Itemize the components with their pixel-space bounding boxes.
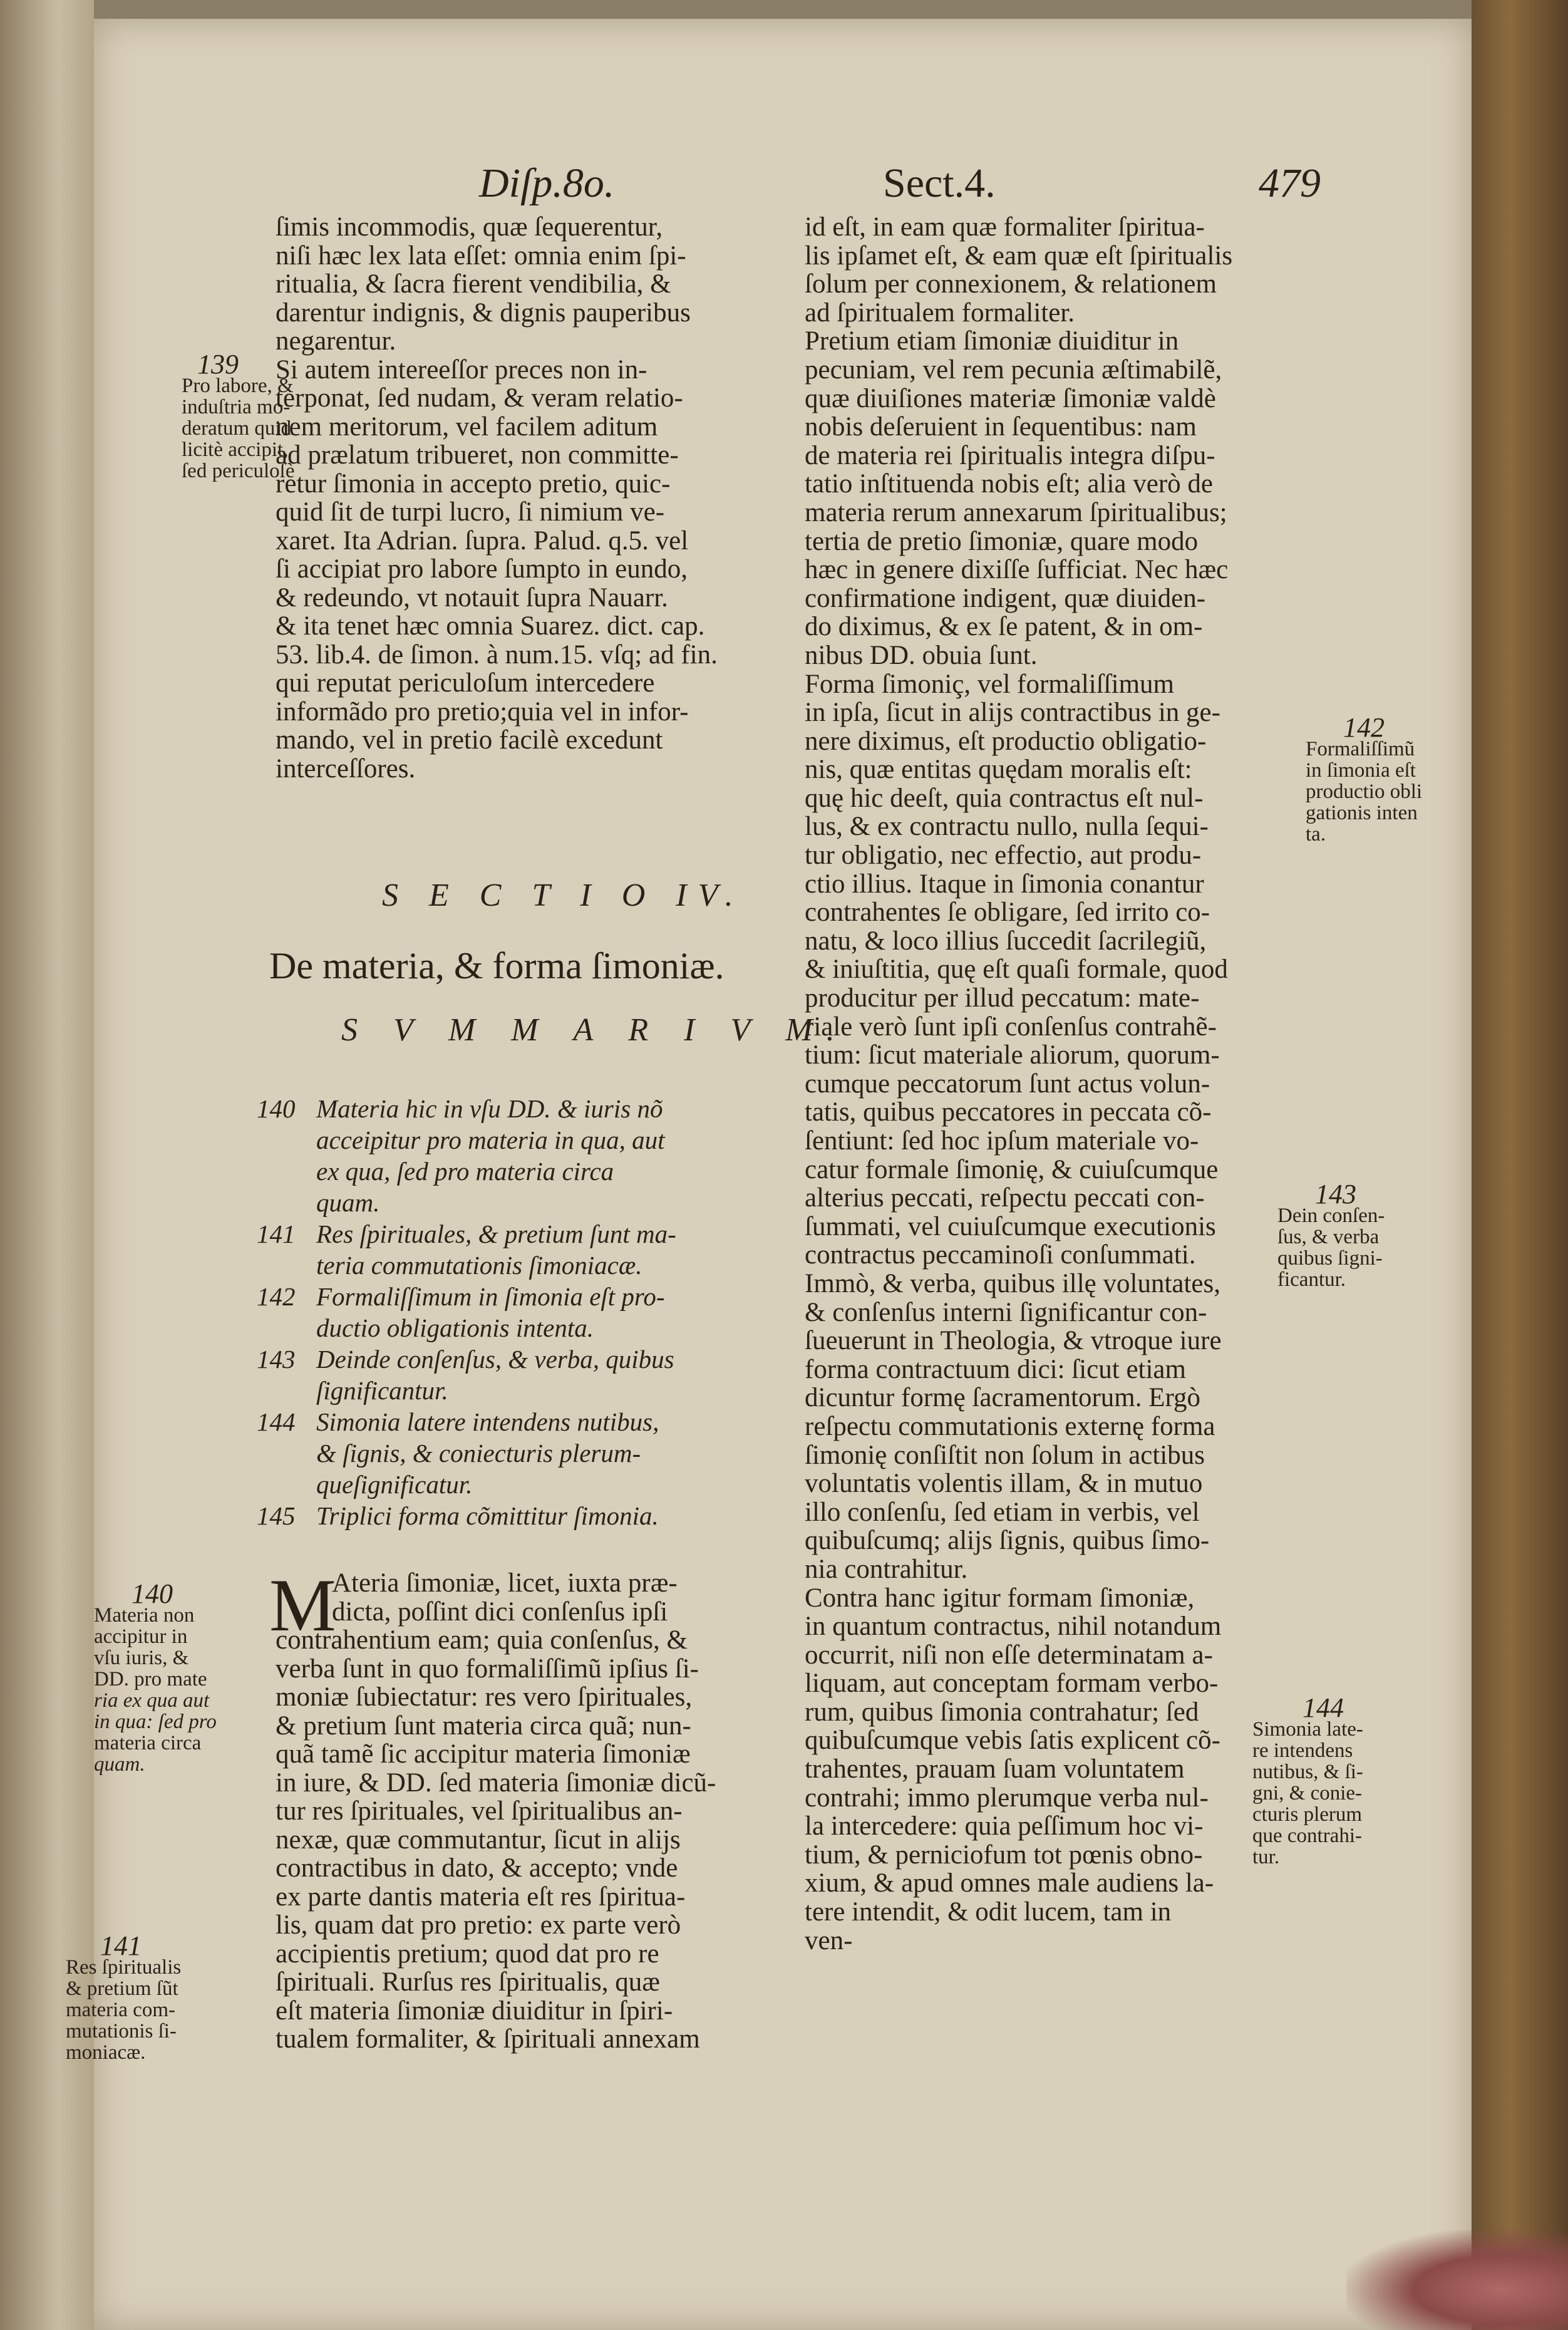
summary-text: Formaliſſimum in ſimonia eſt pro-	[316, 1282, 665, 1311]
summary-number: 143	[257, 1345, 296, 1374]
text-line: ritualia, & ſacra fierent vendibilia, &	[276, 269, 671, 299]
text-line: contrahentium eam; quia conſenſus, &	[276, 1625, 688, 1655]
margin-number: 140	[132, 1578, 173, 1609]
text-line: accipientis pretium; quod dat pro re	[276, 1939, 659, 1969]
text-line: & ita tenet hæc omnia Suarez. dict. cap.	[276, 611, 705, 641]
summary-item	[257, 1344, 758, 1406]
margin-text: mutationis ſi-	[66, 2020, 177, 2043]
running-header-left: Diſp.8o.	[479, 160, 615, 206]
margin-text: ficantur.	[1277, 1268, 1346, 1291]
margin-text: Simonia late-	[1252, 1718, 1363, 1741]
text-line: ven-	[805, 1925, 853, 1955]
text-line: contractibus in dato, & accepto; vnde	[276, 1853, 678, 1883]
margin-number: 144	[1302, 1692, 1344, 1723]
text-line: moniæ ſubiectatur: res vero ſpirituales,	[276, 1682, 693, 1712]
text-line: hæc in genere dixiſſe ſufficiat. Nec hæc	[805, 555, 1229, 585]
margin-text: gationis inten	[1306, 802, 1418, 824]
margin-text: productio obli	[1306, 780, 1423, 803]
text-line: interceſſores.	[276, 753, 416, 784]
text-line: occurrit, niſi non eſſe determinatam a-	[805, 1640, 1213, 1670]
text-line: eſt materia ſimoniæ diuiditur in ſpiri-	[276, 1996, 673, 2026]
margin-text: accipitur in	[94, 1625, 188, 1648]
text-line: nem meritorum, vel facilem aditum	[276, 412, 658, 442]
text-line: nis, quæ entitas quędam moralis eſt:	[805, 755, 1192, 785]
summary-item	[257, 1093, 758, 1218]
left-column-top	[276, 213, 795, 783]
running-header-section: Sect.4.	[883, 160, 996, 206]
summary-number: 142	[257, 1282, 296, 1311]
book-spine-edge	[1472, 0, 1568, 2330]
text-line: in ipſa, ſicut in alijs contractibus in ge-	[805, 698, 1220, 728]
text-line: nia contrahitur.	[805, 1554, 968, 1584]
text-line: verba ſunt in quo formaliſſimũ ipſius ſi-	[276, 1654, 699, 1684]
margin-text: moniacæ.	[66, 2041, 146, 2064]
text-line: alterius peccati, reſpectu peccati con-	[805, 1183, 1205, 1213]
summary-text: Res ſpirituales, & pretium ſunt ma-	[316, 1219, 676, 1248]
text-line: Forma ſimoniç, vel formaliſſimum	[805, 669, 1174, 699]
margin-text: & pretium ſũt	[66, 1977, 178, 2000]
text-line: informãdo pro pretio;quia vel in infor-	[276, 696, 689, 727]
text-line: terponat, ſed nudam, & veram relatio-	[276, 383, 683, 413]
margin-text: Materia non	[94, 1604, 195, 1627]
drop-cap: M	[269, 1563, 336, 1647]
text-line: trahentes, prauam ſuam voluntatem	[805, 1754, 1185, 1784]
text-line: & conſenſus interni ſignificantur con-	[805, 1297, 1207, 1327]
margin-text: quibus ſigni-	[1277, 1247, 1383, 1270]
margin-text: materia com-	[66, 1999, 175, 2021]
summary-item	[257, 1281, 758, 1344]
margin-text: cturis plerum	[1252, 1803, 1363, 1826]
summary-text: quam.	[316, 1188, 380, 1217]
text-line: quibuſcumq; alijs ſignis, quibus ſimo-	[805, 1526, 1210, 1556]
margin-text: Dein conſen-	[1277, 1204, 1385, 1227]
text-line: nobis deſeruient in ſequentibus: nam	[805, 412, 1197, 442]
summary-text: Triplici forma cõmittitur ſimonia.	[316, 1501, 659, 1530]
text-line: do diximus, & ex ſe patent, & in om-	[805, 612, 1203, 642]
margin-note-139	[182, 349, 295, 482]
margin-text: vſu iuris, &	[94, 1647, 189, 1669]
text-line: illo conſenſu, ſed etiam in verbis, vel	[805, 1497, 1200, 1527]
text-line: Si autem intereeſſor preces non in-	[276, 355, 647, 385]
margin-number: 142	[1343, 712, 1385, 743]
text-line: natu, & loco illius ſuccedit ſacrilegiũ,	[805, 926, 1207, 956]
text-line: tere intendit, & odit lucem, tam in	[805, 1897, 1172, 1927]
summary-item	[257, 1218, 758, 1281]
text-line: tur res ſpirituales, vel ſpiritualibus an-	[276, 1796, 683, 1826]
summary-item	[257, 1500, 758, 1531]
summary-text: ſignificantur.	[316, 1376, 448, 1405]
text-line: nere diximus, eſt productio obligatio-	[805, 726, 1207, 756]
text-line: in iure, & DD. ſed materia ſimoniæ dicũ-	[276, 1768, 716, 1798]
text-line: xium, & apud omnes male audiens la-	[805, 1868, 1214, 1898]
text-line: nexæ, quæ commutantur, ſicut in alijs	[276, 1825, 681, 1855]
text-line: xaret. Ita Adrian. ſupra. Palud. q.5. vel	[276, 526, 689, 556]
text-line: nibus DD. obuia ſunt.	[805, 640, 1038, 670]
summary-text: queſignificatur.	[316, 1470, 473, 1499]
left-column-bottom	[276, 1569, 795, 2054]
margin-text: ria ex qua aut	[94, 1689, 210, 1712]
margin-note-142	[1306, 712, 1423, 846]
margin-text: induſtria mo-	[182, 396, 291, 418]
text-line: ſimis incommodis, quæ ſequerentur,	[276, 212, 663, 242]
text-line: mando, vel in pretio facilè excedunt	[276, 725, 663, 755]
text-line: catur formale ſimonię, & cuiuſcumque	[805, 1154, 1219, 1184]
text-line: darentur indignis, & dignis pauperibus	[276, 298, 691, 328]
text-line: contrahi; immo plerumque verba nul-	[805, 1783, 1209, 1813]
text-line: Pretium etiam ſimoniæ diuiditur in	[805, 326, 1179, 356]
margin-text: in ſimonia eſt	[1306, 759, 1416, 782]
text-line: cumque peccatorum ſunt actus volun-	[805, 1069, 1210, 1099]
margin-number: 143	[1315, 1179, 1356, 1209]
margin-number: 141	[100, 1930, 142, 1961]
text-line: quæ diuiſiones materiæ ſimoniæ valdè	[805, 383, 1216, 413]
text-line: tatis, quibus peccatores in peccata cõ-	[805, 1097, 1212, 1127]
text-line: tium: ſicut materiale aliorum, quorum-	[805, 1040, 1220, 1070]
text-line: riale verò ſunt ipſi conſenſus contrahẽ-	[805, 1012, 1217, 1042]
text-line: ſummati, vel cuiuſcumque executionis	[805, 1211, 1216, 1241]
margin-text: DD. pro mate	[94, 1668, 207, 1691]
page-number: 479	[1259, 160, 1321, 206]
text-line: pecuniam, vel rem pecunia æſtimabilẽ,	[805, 355, 1222, 385]
text-line: ſueuerunt in Theologia, & vtroque iure	[805, 1326, 1222, 1356]
text-line: lis, quam dat pro pretio: ex parte verò	[276, 1910, 681, 1940]
summary-list	[257, 1093, 758, 1531]
right-column	[805, 213, 1312, 1955]
text-line: liquam, aut conceptam formam verbo-	[805, 1669, 1219, 1699]
text-line: tium, & perniciofum tot pœnis obno-	[805, 1840, 1203, 1870]
text-line: ex parte dantis materia eſt res ſpiritua-	[276, 1882, 686, 1912]
text-line: Contra hanc igitur formam ſimoniæ,	[805, 1583, 1195, 1613]
text-line: niſi hæc lex lata eſſet: omnia enim ſpi-	[276, 241, 686, 271]
margin-text: materia circa	[94, 1732, 202, 1754]
margin-text: ſus, & verba	[1277, 1226, 1380, 1248]
text-line: forma contractuum dici: ſicut etiam	[805, 1354, 1186, 1384]
text-line: id eſt, in eam quæ formaliter ſpiritua-	[805, 212, 1205, 242]
text-line: tertia de pretio ſimoniæ, quare modo	[805, 526, 1199, 556]
text-line: contractus peccaminoſi conſummati.	[805, 1240, 1196, 1270]
summary-text: acceipitur pro materia in qua, aut	[316, 1126, 665, 1154]
text-line: & iniuſtitia, quę eſt quaſi formale, quod	[805, 955, 1228, 985]
margin-number: 139	[197, 349, 239, 380]
margin-text: Formaliſſimũ	[1306, 738, 1415, 760]
text-line: tatio inſtituenda nobis eſt; alia verò de	[805, 469, 1213, 499]
text-line: quid ſit de turpi lucro, ſi nimium ve-	[276, 497, 665, 527]
text-line: confirmatione indigent, quæ diuiden-	[805, 583, 1206, 613]
text-line: ſolum per connexionem, & relationem	[805, 269, 1217, 299]
text-line: la intercedere: quia peſſimum hoc vi-	[805, 1811, 1204, 1841]
margin-text: in qua: ſed pro	[94, 1711, 217, 1733]
margin-text: quam.	[94, 1753, 145, 1776]
text-line: in quantum contractus, nihil notandum	[805, 1612, 1222, 1642]
summary-title: S V M M A R I V M.	[341, 1012, 848, 1048]
margin-note-144	[1252, 1692, 1363, 1868]
summary-text: ductio obligationis intenta.	[316, 1313, 594, 1342]
margin-text: tur.	[1252, 1846, 1280, 1868]
margin-note-141	[66, 1930, 182, 2064]
text-line: ſpirituali. Rurſus res ſpiritualis, quæ	[276, 1967, 660, 1997]
margin-text: ſed periculoſè	[182, 460, 295, 482]
text-line: ad ſpiritualem formaliter.	[805, 298, 1075, 328]
text-line: ad prælatum tribueret, non committe-	[276, 440, 679, 470]
summary-text: Materia hic in vſu DD. & iuris nõ	[316, 1094, 663, 1123]
text-line: materia rerum annexarum ſpiritualibus;	[805, 497, 1227, 527]
text-line: lis ipſamet eſt, & eam quæ eſt ſpiritualis	[805, 241, 1233, 271]
summary-text: ex qua, ſed pro materia circa	[316, 1157, 614, 1186]
section-subtitle: De materia, & forma ſimoniæ.	[269, 945, 725, 986]
text-line: de materia rei ſpiritualis integra diſpu-	[805, 440, 1215, 470]
margin-text: que contrahi-	[1252, 1825, 1363, 1847]
text-line: & pretium ſunt materia circa quã; nun-	[276, 1711, 691, 1741]
margin-text: licitè accipit,	[182, 438, 289, 461]
text-line: producitur per illud peccatum: mate-	[805, 983, 1200, 1013]
text-line: retur ſimonia in accepto pretio, quic-	[276, 469, 671, 499]
text-line: ctio illius. Itaque in ſimonia conantur	[805, 869, 1204, 899]
summary-text: Simonia latere intendens nutibus,	[316, 1407, 659, 1436]
section-title: S E C T I O IV.	[382, 878, 745, 913]
summary-number: 140	[257, 1094, 296, 1123]
text-line: tur obligatio, nec effectio, aut produ-	[805, 841, 1202, 871]
summary-text: teria commutationis ſimoniacæ.	[316, 1251, 642, 1280]
margin-text: Res ſpiritualis	[66, 1956, 182, 1979]
text-line: contrahentes ſe obligare, ſed irrito co-	[805, 898, 1210, 928]
text-line: & redeundo, vt notauit ſupra Nauarr.	[276, 582, 668, 613]
text-line: rum, quibus ſimonia contrahatur; ſed	[805, 1697, 1199, 1727]
summary-text: Deinde conſenſus, & verba, quibus	[316, 1345, 674, 1374]
text-line: negarentur.	[276, 326, 396, 356]
summary-number: 144	[257, 1407, 296, 1436]
margin-note-143	[1277, 1179, 1385, 1291]
text-line: tualem formaliter, & ſpirituali annexam	[276, 2024, 700, 2054]
text-line: lus, & ex contractu nullo, nulla ſequi-	[805, 812, 1209, 842]
margin-text: deratum quid	[182, 417, 292, 440]
text-line: 53. lib.4. de ſimon. à num.15. vſq; ad fin.	[276, 639, 718, 670]
summary-number: 141	[257, 1219, 296, 1248]
summary-number: 145	[257, 1501, 296, 1530]
text-line: quã tamẽ ſic accipitur materia ſimoniæ	[276, 1739, 691, 1769]
text-line: voluntatis volentis illam, & in mutuo	[805, 1469, 1203, 1499]
thumb-shadow	[1346, 2230, 1568, 2330]
margin-text: Pro labore, &	[182, 375, 294, 397]
text-line: ſentiunt: ſed hoc ipſum materiale vo-	[805, 1126, 1199, 1156]
margin-text: nutibus, & ſi-	[1252, 1761, 1363, 1783]
text-line: quę hic deeſt, quia contractus eſt nul-	[805, 783, 1204, 813]
text-line: qui reputat periculoſum intercedere	[276, 668, 655, 698]
margin-text: gni, & conie-	[1252, 1782, 1363, 1804]
text-line: ſimonię conſiſtit non ſolum in actibus	[805, 1440, 1205, 1470]
summary-item	[257, 1406, 758, 1500]
text-line: Immò, & verba, quibus illę voluntates,	[805, 1268, 1221, 1298]
text-line: Ateria ſimoniæ, licet, iuxta præ-	[332, 1568, 678, 1598]
text-line: reſpectu commutationis externę forma	[805, 1411, 1215, 1441]
margin-text: re intendens	[1252, 1739, 1353, 1762]
margin-text: ta.	[1306, 823, 1326, 846]
text-line: dicta, poſſint dici conſenſus ipſi	[332, 1597, 668, 1627]
text-line: quibuſcumque vebis ſatis explicent cõ-	[805, 1726, 1220, 1756]
summary-text: & ſignis, & coniecturis plerum-	[316, 1439, 641, 1468]
margin-note-140	[94, 1578, 217, 1776]
text-line: dicuntur formę ſacramentorum. Ergò	[805, 1383, 1201, 1413]
text-line: ſi accipiat pro labore ſumpto in eundo,	[276, 554, 688, 584]
